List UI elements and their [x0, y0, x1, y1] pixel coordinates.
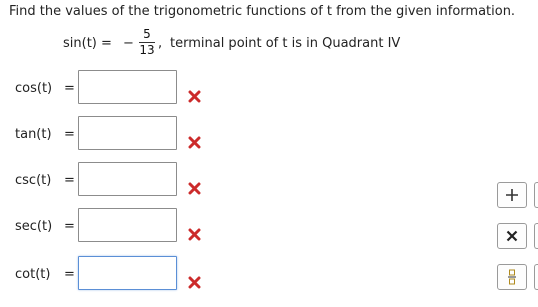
- given-fraction: [139, 28, 155, 57]
- question-prompt: Find the values of the trigonometric functions of t from the given information.: [9, 4, 516, 19]
- answer-row-cot: [0, 256, 240, 290]
- math-toolbar: [497, 180, 538, 307]
- answer-row-cos: [0, 70, 240, 104]
- fraction-numerator: 5: [143, 27, 151, 41]
- cot-answer-input[interactable]: [78, 256, 177, 290]
- incorrect-x-icon: [188, 228, 201, 241]
- incorrect-x-icon: [188, 136, 201, 149]
- clear-button[interactable]: [497, 223, 527, 249]
- fraction-denominator: 13: [139, 43, 155, 57]
- given-sin-label: sin(t) =: [63, 36, 112, 51]
- cot-label: cot(t): [15, 267, 51, 282]
- csc-answer-input[interactable]: [78, 162, 177, 196]
- answer-row-sec: [0, 208, 240, 242]
- equals-sign: =: [64, 173, 75, 188]
- insert-fraction-button[interactable]: [497, 264, 527, 290]
- clear-x-icon: [506, 230, 518, 242]
- equals-sign: =: [64, 219, 75, 234]
- incorrect-x-icon: [188, 276, 201, 289]
- sec-answer-input[interactable]: [78, 208, 177, 242]
- sec-label: sec(t): [15, 219, 53, 234]
- incorrect-x-icon: [188, 90, 201, 103]
- toolbar-panel-edge: [534, 264, 538, 290]
- csc-label: csc(t): [15, 173, 52, 188]
- fraction-icon: [507, 269, 517, 285]
- toolbar-panel-edge: [534, 223, 538, 249]
- answer-row-csc: [0, 162, 240, 196]
- answer-row-tan: [0, 116, 240, 150]
- toolbar-panel-edge: [534, 182, 538, 208]
- plus-icon: [505, 188, 519, 202]
- negative-sign: −: [123, 36, 134, 51]
- tan-label: tan(t): [15, 127, 52, 142]
- cos-answer-input[interactable]: [78, 70, 177, 104]
- incorrect-x-icon: [188, 182, 201, 195]
- given-condition: terminal point of t is in Quadrant IV: [170, 36, 401, 51]
- equals-sign: =: [64, 81, 75, 96]
- cos-label: cos(t): [15, 81, 53, 96]
- equals-sign: =: [64, 127, 75, 142]
- equals-sign: =: [64, 267, 75, 282]
- tan-answer-input[interactable]: [78, 116, 177, 150]
- insert-plus-button[interactable]: [497, 182, 527, 208]
- given-comma: ,: [158, 36, 163, 51]
